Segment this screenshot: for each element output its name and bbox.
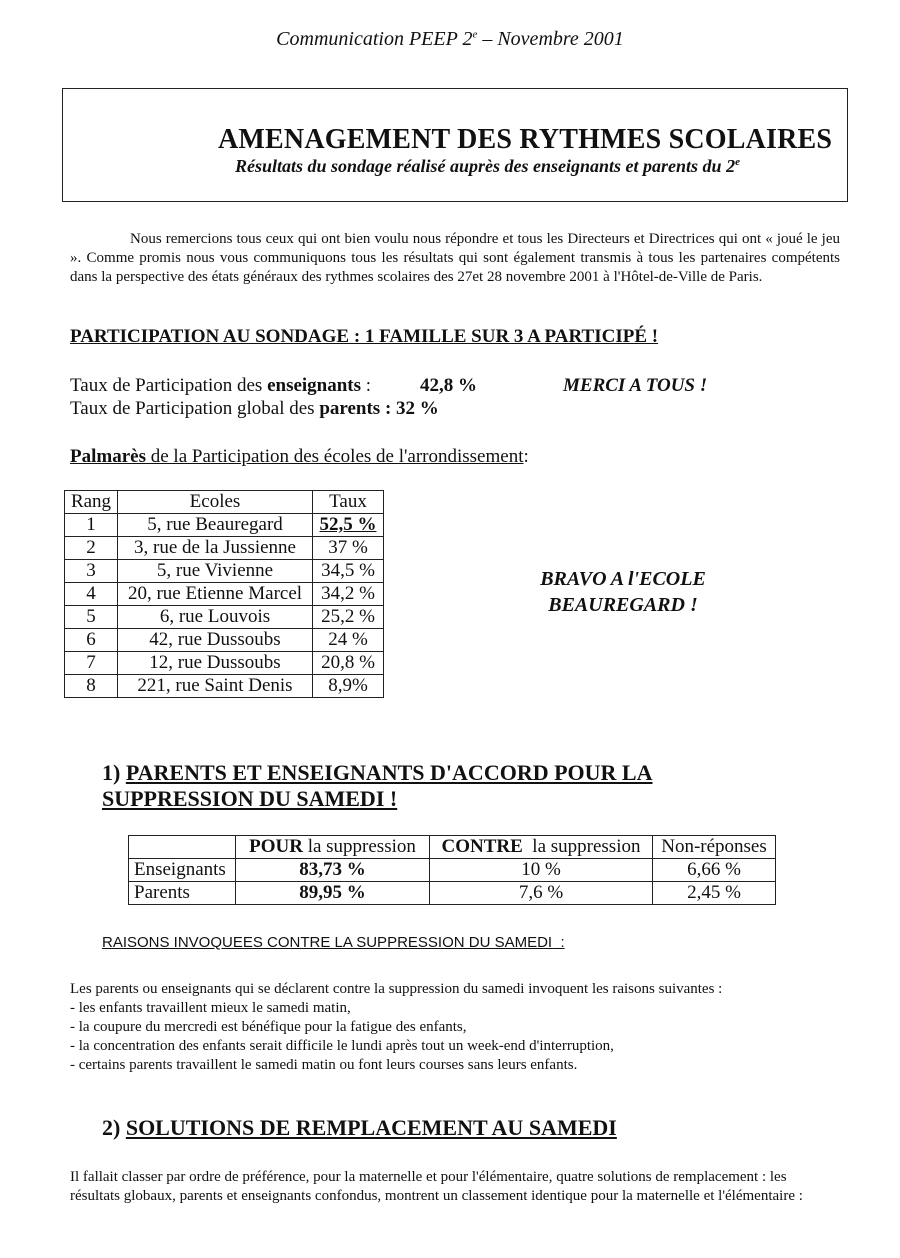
rate-cell: 25,2 % xyxy=(313,606,384,629)
section1-number: 1) xyxy=(102,760,126,785)
school-cell: 5, rue Beauregard xyxy=(118,514,313,537)
table-row xyxy=(65,675,384,698)
bravo-line1: BRAVO A l'ECOLE xyxy=(540,568,706,590)
contre-bold: CONTRE xyxy=(441,836,523,857)
rank-cell: 4 xyxy=(65,583,118,606)
header-nr: Non-réponses xyxy=(653,836,776,859)
rate1-value: 42,8 % xyxy=(420,375,477,396)
vote-table xyxy=(128,835,776,905)
rank-cell: 6 xyxy=(65,629,118,652)
school-cell: 5, rue Vivienne xyxy=(118,560,313,583)
palmares-rest: de la Participation des écoles de l'arrondissement xyxy=(145,446,524,467)
rate-cell: 34,5 % xyxy=(313,560,384,583)
pour-cell: 83,73 % xyxy=(236,859,430,882)
table-row xyxy=(65,514,384,537)
teacher-participation-rate xyxy=(70,375,371,397)
main-subtitle xyxy=(235,156,740,177)
header-empty xyxy=(129,836,236,859)
section1-heading xyxy=(102,760,653,812)
header-sup: e xyxy=(472,28,478,41)
section2-heading xyxy=(102,1115,617,1141)
rank-cell: 1 xyxy=(65,514,118,537)
intro-paragraph xyxy=(70,230,840,287)
pour-rest: la suppression xyxy=(302,836,416,857)
nr-cell: 2,45 % xyxy=(653,882,776,905)
rate2-value: : 32 % xyxy=(380,398,439,419)
section2-number: 2) xyxy=(102,1115,126,1140)
table-row xyxy=(65,606,384,629)
bravo-note xyxy=(498,566,748,618)
rank-cell: 7 xyxy=(65,652,118,675)
contre-cell: 10 % xyxy=(430,859,653,882)
bravo-line2: BEAUREGARD ! xyxy=(548,594,698,616)
ranking-table xyxy=(64,490,384,698)
header-ecoles: Ecoles xyxy=(118,491,313,514)
reasons-intro: Les parents ou enseignants qui se déclarent contre la suppression du samedi invoquent les raisons suivantes : xyxy=(70,981,723,997)
header-suffix: – Novembre 2001 xyxy=(477,28,624,50)
school-cell: 12, rue Dussoubs xyxy=(118,652,313,675)
palmares-colon: : xyxy=(523,446,529,467)
reasons-heading xyxy=(102,934,565,951)
table-header-row xyxy=(65,491,384,514)
row-label: Enseignants xyxy=(129,859,236,882)
rate-cell: 52,5 % xyxy=(313,514,384,537)
table-header-row xyxy=(129,836,776,859)
school-cell: 42, rue Dussoubs xyxy=(118,629,313,652)
rate-cell: 34,2 % xyxy=(313,583,384,606)
section1-title-line2: SUPPRESSION DU SAMEDI ! xyxy=(102,786,398,811)
contre-cell: 7,6 % xyxy=(430,882,653,905)
section1-title-line1: PARENTS ET ENSEIGNANTS D'ACCORD POUR LA xyxy=(125,760,653,785)
list-item: - les enfants travaillent mieux le samedi matin, xyxy=(70,1000,351,1016)
main-title: AMENAGEMENT DES RYTHMES SCOLAIRES xyxy=(218,124,833,155)
intro-text: Nous remercions tous ceux qui ont bien voulu nous répondre et tous les Directeurs et Directrices qui ont « joué le jeu ». Comme promis nous vous communiquons tous les résultats qui sont également transmis à tous les partenaires compétents dans la perspective des états généraux des rythmes scolaires des 27et 28 novembre 2001 à l'Hôtel-de-Ville de Paris. xyxy=(70,231,840,285)
palmares-bold: Palmarès xyxy=(70,446,146,467)
section1-line1 xyxy=(102,760,653,786)
subtitle-text: Résultats du sondage réalisé auprès des enseignants et parents du 2 xyxy=(235,156,736,176)
table-row xyxy=(65,537,384,560)
header-rang: Rang xyxy=(65,491,118,514)
reasons-heading-colon: : xyxy=(552,934,565,951)
list-item: - la coupure du mercredi est bénéfique pour la fatigue des enfants, xyxy=(70,1019,467,1035)
nr-cell: 6,66 % xyxy=(653,859,776,882)
parent-participation-rate xyxy=(70,398,439,420)
outro-paragraph: Il fallait classer par ordre de préférence, pour la maternelle et pour l'élémentaire, quatre solutions de remplacement : les résultats globaux, parents et enseignants confondus, montrent un classement identique pour la maternelle et l'élémentaire : xyxy=(70,1169,803,1204)
table-row xyxy=(129,882,776,905)
rate-cell: 37 % xyxy=(313,537,384,560)
reasons-heading-text: RAISONS INVOQUEES CONTRE LA SUPPRESSION DU SAMEDI xyxy=(102,934,553,951)
rank-cell: 8 xyxy=(65,675,118,698)
section2-title: SOLUTIONS DE REMPLACEMENT AU SAMEDI xyxy=(125,1115,617,1140)
contre-rest: la suppression xyxy=(522,836,641,857)
header-contre xyxy=(430,836,653,859)
school-cell: 3, rue de la Jussienne xyxy=(118,537,313,560)
list-item: - la concentration des enfants serait difficile le lundi après tout un week-end d'interruption, xyxy=(70,1038,614,1054)
rank-cell: 3 xyxy=(65,560,118,583)
rank-cell: 2 xyxy=(65,537,118,560)
subtitle-sup: e xyxy=(735,156,740,168)
rate2-label: Taux de Participation global des xyxy=(70,398,320,419)
table-row xyxy=(65,560,384,583)
header-pour xyxy=(236,836,430,859)
table-row xyxy=(65,629,384,652)
list-item: - certains parents travaillent le samedi matin ou font leurs courses sans leurs enfants. xyxy=(70,1057,578,1073)
table-row xyxy=(65,583,384,606)
rank-cell: 5 xyxy=(65,606,118,629)
table-row xyxy=(65,652,384,675)
table-row xyxy=(129,859,776,882)
participation-heading: PARTICIPATION AU SONDAGE : 1 FAMILLE SUR 3 A PARTICIPÉ ! xyxy=(70,326,659,347)
row-label: Parents xyxy=(129,882,236,905)
school-cell: 20, rue Etienne Marcel xyxy=(118,583,313,606)
school-cell: 6, rue Louvois xyxy=(118,606,313,629)
rate-cell: 20,8 % xyxy=(313,652,384,675)
pour-cell: 89,95 % xyxy=(236,882,430,905)
reasons-block xyxy=(70,980,860,1075)
school-cell: 221, rue Saint Denis xyxy=(118,675,313,698)
header-taux: Taux xyxy=(313,491,384,514)
rate-cell: 24 % xyxy=(313,629,384,652)
merci-note: MERCI A TOUS ! xyxy=(563,375,708,396)
palmares-heading xyxy=(70,446,529,468)
rate1-bold: enseignants xyxy=(267,375,362,396)
pour-bold: POUR xyxy=(249,836,303,857)
page-header xyxy=(0,28,900,51)
rate1-label: Taux de Participation des xyxy=(70,375,268,396)
rate1-colon: : xyxy=(361,375,372,396)
rate2-bold: parents xyxy=(319,398,381,419)
header-prefix: Communication PEEP 2 xyxy=(276,28,473,50)
rate-cell: 8,9% xyxy=(313,675,384,698)
